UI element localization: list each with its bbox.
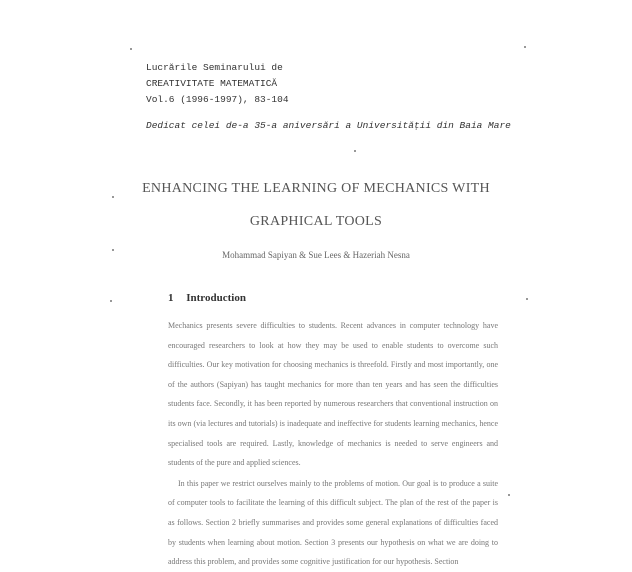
scan-speck (354, 150, 356, 152)
dedication: Dedicat celei de-a 35-a aniversări a Universității din Baia Mare (146, 120, 511, 131)
paragraph: In this paper we restrict ourselves mainly to the problems of motion. Our goal is to produce a suite of computer tools to facilitate the learning of this difficult subject. The plan of the rest of the paper is as follows. Section 2 briefly summarises and provides some general explanations of difficulties faced by students when learning about motion. Section 3 presents our hypothesis on what we are doing to address this problem, and provides some cognitive justification for our hypothesis. Section (168, 478, 498, 567)
scan-speck (112, 249, 114, 251)
section-number: 1 (168, 292, 174, 304)
journal-volume: Vol.6 (1996-1997), 83-104 (146, 94, 289, 105)
body-text (168, 316, 498, 572)
scan-speck (524, 46, 526, 48)
scan-speck (508, 494, 510, 496)
paper-title-line-2: GRAPHICAL TOOLS (249, 214, 383, 229)
paper-title-line-1: ENHANCING THE LEARNING OF MECHANICS WITH (142, 181, 490, 196)
scan-speck (112, 196, 114, 198)
scan-speck (130, 48, 132, 50)
section-title: Introduction (186, 292, 246, 304)
scan-speck (110, 300, 112, 302)
section-heading (168, 292, 246, 304)
scan-speck (526, 298, 528, 300)
journal-name: Lucrările Seminarului de (146, 62, 283, 73)
journal-series: CREATIVITATE MATEMATICĂ (146, 78, 278, 89)
authors: Mohammad Sapiyan & Sue Lees & Hazeriah Nesna (222, 250, 410, 260)
paragraph: Mechanics presents severe difficulties to students. Recent advances in computer technology have encouraged researchers to look at how they may be used to enable students to overcome such difficulties. Our key motivation for choosing mechanics is threefold. Firstly and most importantly, one of the authors (Sapiyan) has taught mechanics for more than ten years and has seen the difficulties students face. Secondly, it has been reported by numerous researchers that conventional instruction on its own (via lectures and tutorials) is inadequate and ineffective for students learning mechanics, hence specialised tools are required. Lastly, knowledge of mechanics is needed to serve engineers and students of the pure and applied sciences. (168, 321, 498, 468)
journal-header (146, 60, 289, 108)
